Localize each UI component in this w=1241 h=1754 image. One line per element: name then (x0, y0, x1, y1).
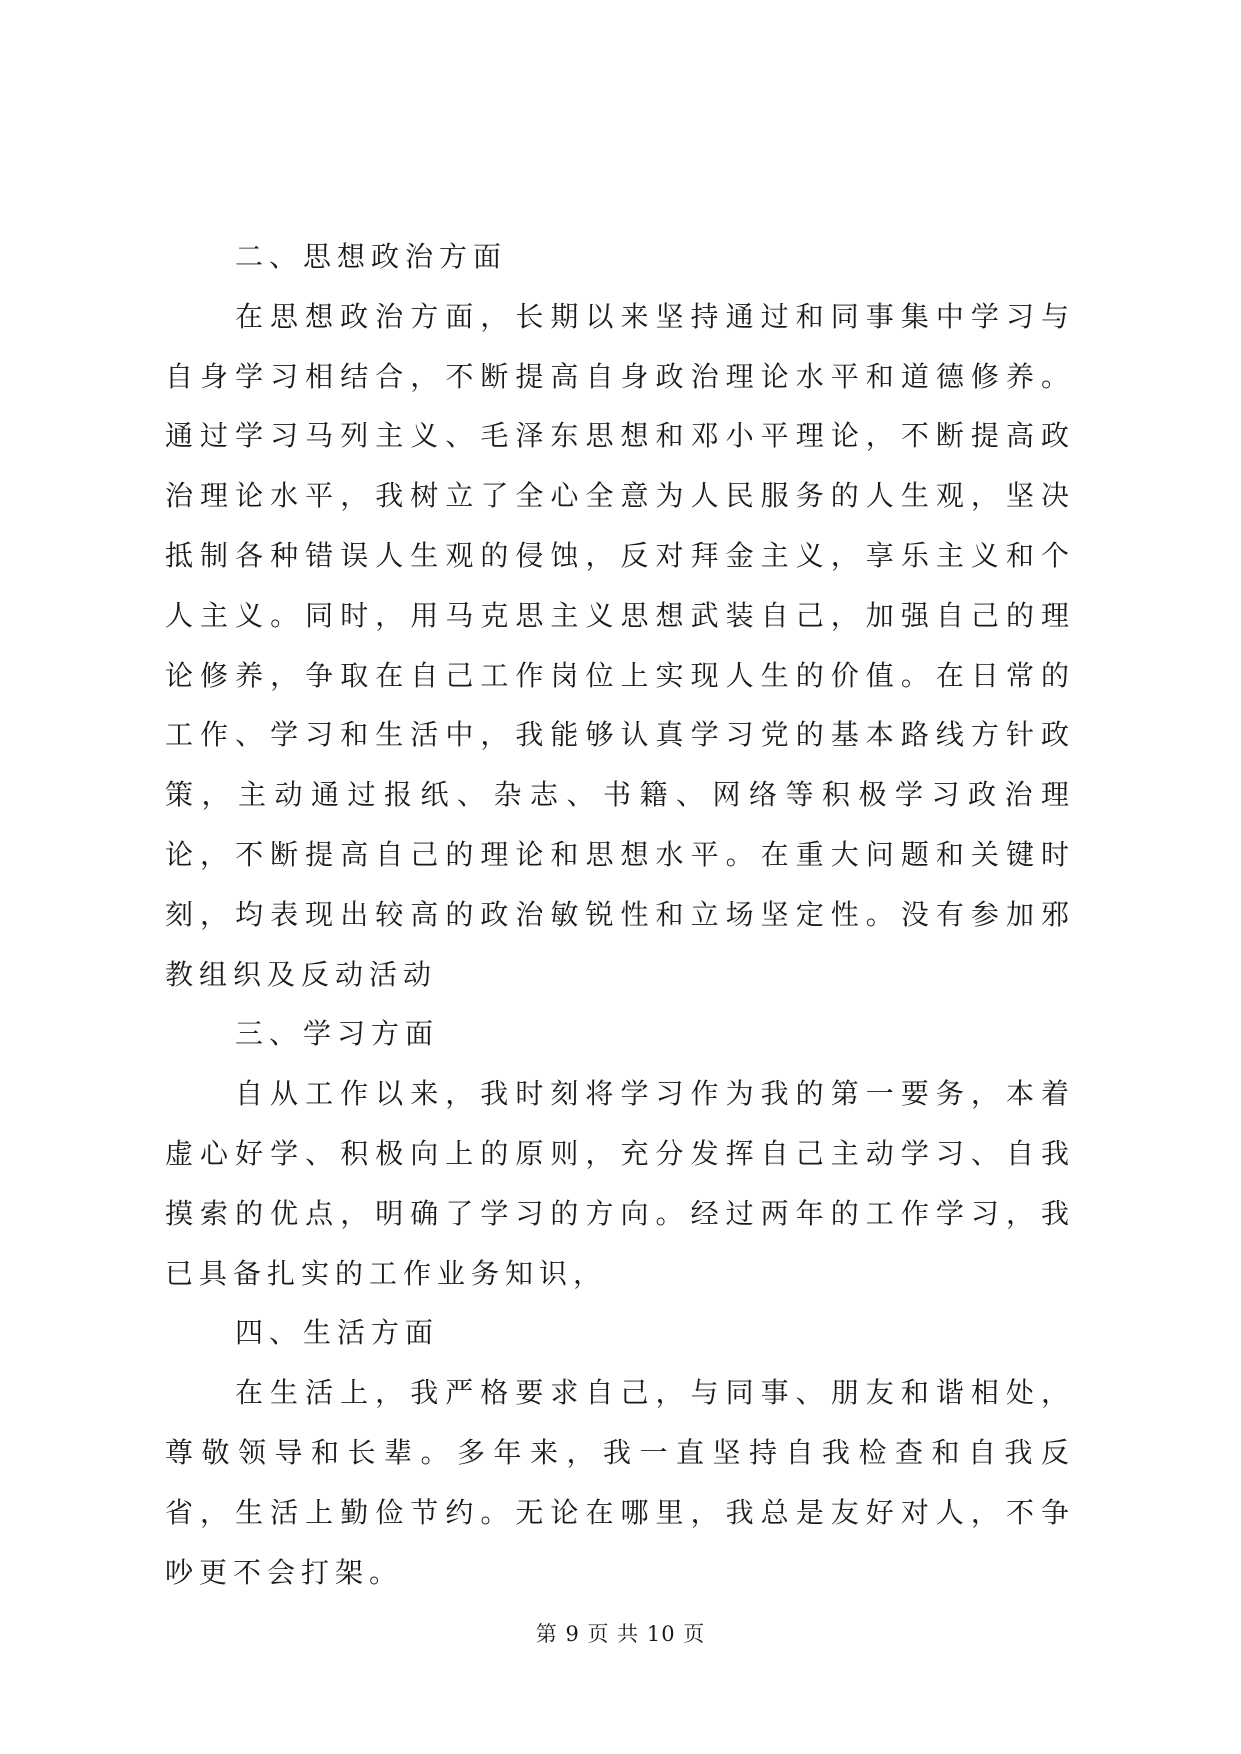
section-heading-study: 三、学习方面 (235, 1017, 440, 1051)
section-body-life: 在生活上，我严格要求自己，与同事、朋友和谐相处，尊敬领导和长辈。多年来，我一直坚持自我检查和自我反省，生活上勤俭节约。无论在哪里，我总是友好对人，不争吵更不会打架。 (165, 1376, 1075, 1589)
page-number-footer: 第 9 页 共 10 页 (535, 1622, 706, 1646)
document-body (165, 227, 1075, 1602)
section-body-politics: 在思想政治方面，长期以来坚持通过和同事集中学习与自身学习相结合，不断提高自身政治理论水平和道德修养。通过学习马列主义、毛泽东思想和邓小平理论，不断提高政治理论水平，我树立了全心全意为人民服务的人生观，坚决抵制各种错误人生观的侵蚀，反对拜金主义，享乐主义和个人主义。同时，用马克思主义思想武装自己，加强自己的理论修养，争取在自己工作岗位上实现人生的价值。在日常的工作、学习和生活中，我能够认真学习党的基本路线方针政策，主动通过报纸、杂志、书籍、网络等积极学习政治理论，不断提高自己的理论和思想水平。在重大问题和关键时刻，均表现出较高的政治敏锐性和立场坚定性。没有参加邪教组织及反动活动 (165, 299, 1075, 991)
section-heading-life: 四、生活方面 (235, 1316, 440, 1350)
section-body-study: 自从工作以来，我时刻将学习作为我的第一要务，本着虚心好学、积极向上的原则，充分发挥自己主动学习、自我摸索的优点，明确了学习的方向。经过两年的工作学习，我已具备扎实的工作业务知识， (165, 1077, 1075, 1290)
section-heading-politics: 二、思想政治方面 (235, 240, 508, 273)
